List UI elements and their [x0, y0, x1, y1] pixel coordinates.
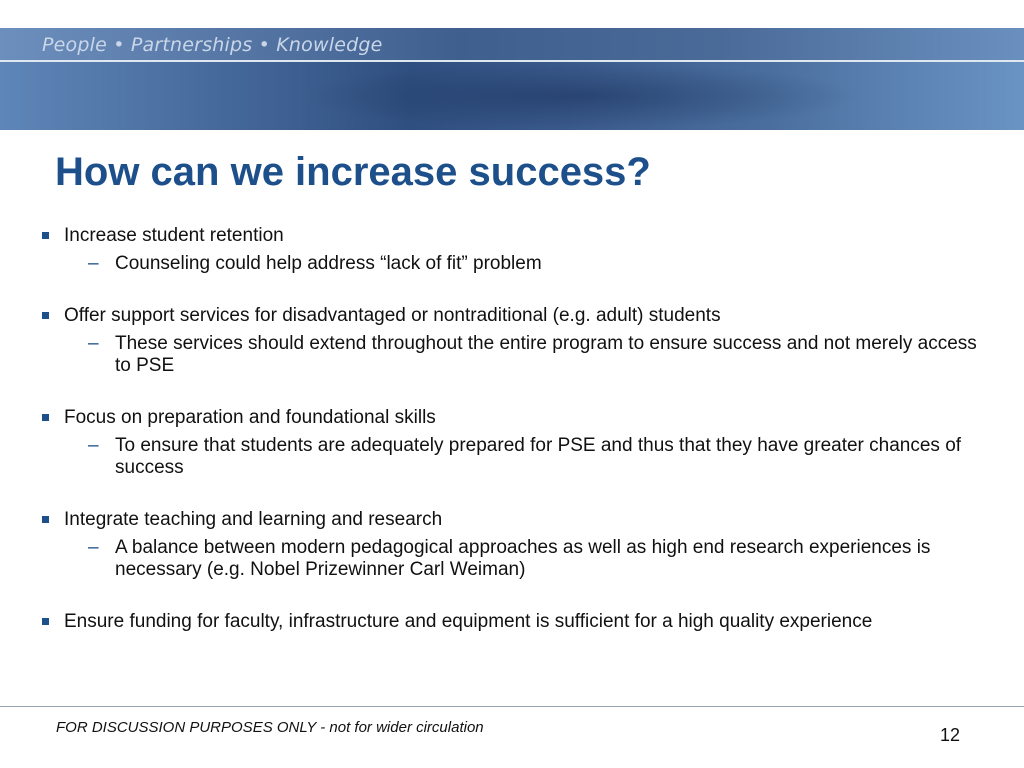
sub-bullet-item: [40, 333, 990, 377]
sub-bullet-text: To ensure that students are adequately prepared for PSE and thus that they have greater chances of success: [115, 435, 962, 478]
bullet-item: [40, 509, 990, 531]
bullet-item: [40, 611, 990, 633]
bullet-group: [40, 305, 990, 377]
footer-notice: FOR DISCUSSION PURPOSES ONLY - not for wider circulation: [56, 719, 484, 736]
sub-bullet-text: These services should extend throughout the entire program to ensure success and not merely access to PSE: [115, 333, 977, 376]
header-band: [0, 28, 1024, 130]
header-glow: [300, 62, 860, 130]
bullet-text: Increase student retention: [64, 225, 284, 246]
bullet-item: [40, 305, 990, 327]
dash-marker: –: [88, 537, 99, 558]
tagline-row: [0, 28, 1024, 60]
slide-title: How can we increase success?: [55, 150, 651, 194]
tagline: People • Partnerships • Knowledge: [42, 34, 383, 56]
square-bullet-icon: [42, 232, 49, 239]
bullet-group: [40, 611, 990, 633]
sub-bullet-text: A balance between modern pedagogical approaches as well as high end research experiences is necessary (e.g. Nobel Prizewinner Carl Weiman): [115, 537, 931, 580]
bullet-group: [40, 407, 990, 479]
sub-bullet-item: [40, 435, 990, 479]
square-bullet-icon: [42, 414, 49, 421]
bullet-text: Integrate teaching and learning and research: [64, 509, 443, 530]
top-strip: [0, 0, 1024, 28]
square-bullet-icon: [42, 516, 49, 523]
square-bullet-icon: [42, 312, 49, 319]
bullet-text: Offer support services for disadvantaged or nontraditional (e.g. adult) students: [64, 305, 721, 326]
bullet-item: [40, 407, 990, 429]
sub-bullet-item: [40, 537, 990, 581]
dash-marker: –: [88, 435, 99, 456]
square-bullet-icon: [42, 618, 49, 625]
footer-divider: [0, 706, 1024, 707]
bullet-item: [40, 225, 990, 247]
sub-bullet-text: Counseling could help address “lack of fit” problem: [115, 253, 542, 274]
bullet-text: Focus on preparation and foundational skills: [64, 407, 436, 428]
sub-bullet-item: [40, 253, 990, 275]
bullet-list: [40, 225, 990, 663]
page-number: 12: [940, 725, 961, 745]
bullet-text: Ensure funding for faculty, infrastructure and equipment is sufficient for a high quality experience: [64, 611, 873, 632]
dash-marker: –: [88, 253, 99, 274]
bullet-group: [40, 225, 990, 275]
dash-marker: –: [88, 333, 99, 354]
bullet-group: [40, 509, 990, 581]
